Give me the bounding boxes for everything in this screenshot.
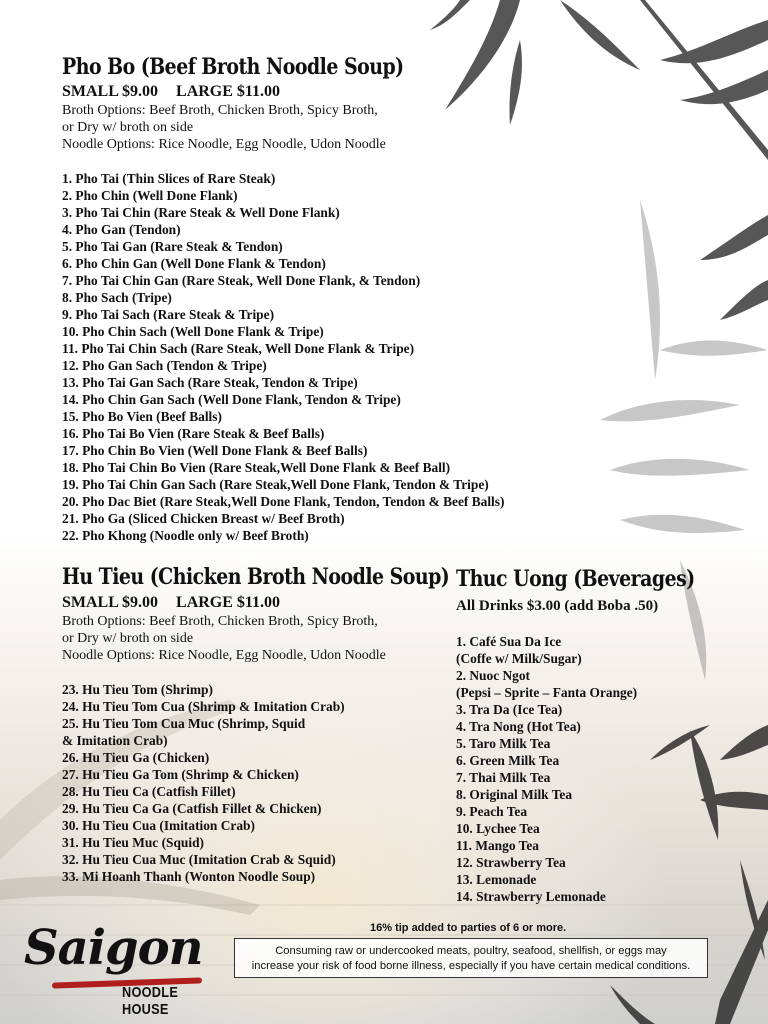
- menu-item: 12. Strawberry Tea: [456, 855, 566, 870]
- menu-item: 3. Pho Tai Chin (Rare Steak & Well Done Flank): [62, 205, 340, 220]
- menu-item: 25. Hu Tieu Tom Cua Muc (Shrimp, Squid: [62, 716, 306, 731]
- hu-tieu-large-price: LARGE $11.00: [176, 594, 281, 611]
- menu-item: 11. Pho Tai Chin Sach (Rare Steak, Well Done Flank & Tripe): [62, 341, 415, 356]
- menu-item: 4. Pho Gan (Tendon): [62, 222, 181, 237]
- pho-bo-noodle-options: Noodle Options: Rice Noodle, Egg Noodle, Udon Noodle: [62, 137, 386, 152]
- menu-item: 1. Café Sua Da Ice: [456, 634, 562, 649]
- logo-subtitle: NOODLE HOUSE: [122, 984, 179, 1018]
- food-safety-line-1: Consuming raw or undercooked meats, poultry, seafood, shellfish, or eggs may: [275, 945, 667, 957]
- menu-item: 11. Mango Tea: [456, 838, 539, 853]
- menu-item: 21. Pho Ga (Sliced Chicken Breast w/ Beef Broth): [62, 511, 345, 526]
- menu-item: 22. Pho Khong (Noodle only w/ Beef Broth): [62, 528, 309, 543]
- logo-script-text: Saigon: [24, 920, 203, 976]
- menu-item: 17. Pho Chin Bo Vien (Well Done Flank & Beef Balls): [62, 443, 368, 458]
- beverages-menu-list: [456, 633, 637, 905]
- menu-item: 29. Hu Tieu Ca Ga (Catfish Fillet & Chicken): [62, 801, 322, 816]
- menu-item: 3. Tra Da (Ice Tea): [456, 702, 563, 717]
- menu-item: 9. Pho Tai Sach (Rare Steak & Tripe): [62, 307, 275, 322]
- menu-item: 23. Hu Tieu Tom (Shrimp): [62, 682, 213, 697]
- menu-item: 14. Strawberry Lemonade: [456, 889, 606, 904]
- pho-bo-broth-options: Broth Options: Beef Broth, Chicken Broth, Spicy Broth,: [62, 103, 378, 118]
- hu-tieu-menu-list: [62, 681, 345, 885]
- menu-item: 31. Hu Tieu Muc (Squid): [62, 835, 205, 850]
- menu-item: 33. Mi Hoanh Thanh (Wonton Noodle Soup): [62, 869, 316, 884]
- pho-bo-menu-list: [62, 170, 504, 544]
- menu-item: 1. Pho Tai (Thin Slices of Rare Steak): [62, 171, 276, 186]
- menu-item: 13. Lemonade: [456, 872, 537, 887]
- menu-item: 6. Green Milk Tea: [456, 753, 560, 768]
- pho-bo-prices: [62, 83, 280, 101]
- menu-item: 9. Peach Tea: [456, 804, 528, 819]
- menu-item: (Coffe w/ Milk/Sugar): [456, 651, 582, 666]
- hu-tieu-broth-options: Broth Options: Beef Broth, Chicken Broth, Spicy Broth,: [62, 614, 378, 629]
- menu-item: 28. Hu Tieu Ca (Catfish Fillet): [62, 784, 236, 799]
- pho-bo-options: [62, 102, 386, 153]
- hu-tieu-options: [62, 613, 386, 664]
- menu-item: 12. Pho Gan Sach (Tendon & Tripe): [62, 358, 267, 373]
- menu-item: 14. Pho Chin Gan Sach (Well Done Flank, Tendon & Tripe): [62, 392, 401, 407]
- menu-item: 15. Pho Bo Vien (Beef Balls): [62, 409, 222, 424]
- menu-item: 2. Nuoc Ngot: [456, 668, 531, 683]
- pho-bo-large-price: LARGE $11.00: [176, 83, 281, 100]
- menu-item: 5. Taro Milk Tea: [456, 736, 551, 751]
- menu-item: 30. Hu Tieu Cua (Imitation Crab): [62, 818, 255, 833]
- menu-item: 7. Thai Milk Tea: [456, 770, 551, 785]
- beverages-price-note: All Drinks $3.00 (add Boba .50): [456, 598, 659, 614]
- menu-item: 24. Hu Tieu Tom Cua (Shrimp & Imitation Crab): [62, 699, 345, 714]
- menu-item: 2. Pho Chin (Well Done Flank): [62, 188, 238, 203]
- menu-item: & Imitation Crab): [62, 733, 168, 748]
- menu-item: (Pepsi – Sprite – Fanta Orange): [456, 685, 638, 700]
- menu-item: 10. Pho Chin Sach (Well Done Flank & Tripe): [62, 324, 324, 339]
- tip-note: 16% tip added to parties of 6 or more.: [370, 922, 567, 934]
- pho-bo-small-price: SMALL $9.00: [62, 83, 159, 100]
- food-safety-line-2: increase your risk of food borne illness, especially if you have certain medical conditions.: [251, 960, 691, 972]
- menu-item: 6. Pho Chin Gan (Well Done Flank & Tendon): [62, 256, 326, 271]
- hu-tieu-broth-options-cont: or Dry w/ broth on side: [62, 631, 194, 646]
- restaurant-logo: [24, 920, 234, 1018]
- menu-item: 4. Tra Nong (Hot Tea): [456, 719, 581, 734]
- pho-bo-broth-options-cont: or Dry w/ broth on side: [62, 120, 194, 135]
- menu-item: 32. Hu Tieu Cua Muc (Imitation Crab & Squid): [62, 852, 336, 867]
- hu-tieu-noodle-options: Noodle Options: Rice Noodle, Egg Noodle, Udon Noodle: [62, 648, 386, 663]
- menu-item: 19. Pho Tai Chin Gan Sach (Rare Steak,Well Done Flank, Tendon & Tripe): [62, 477, 489, 492]
- menu-item: 8. Original Milk Tea: [456, 787, 573, 802]
- menu-item: 27. Hu Tieu Ga Tom (Shrimp & Chicken): [62, 767, 299, 782]
- menu-item: 20. Pho Dac Biet (Rare Steak,Well Done Flank, Tendon, Tendon & Beef Balls): [62, 494, 505, 509]
- hu-tieu-title: Hu Tieu (Chicken Broth Noodle Soup): [62, 564, 450, 590]
- menu-item: 5. Pho Tai Gan (Rare Steak & Tendon): [62, 239, 283, 254]
- beverages-title: Thuc Uong (Beverages): [456, 566, 695, 592]
- menu-item: 16. Pho Tai Bo Vien (Rare Steak & Beef Balls): [62, 426, 325, 441]
- hu-tieu-prices: [62, 594, 280, 612]
- hu-tieu-small-price: SMALL $9.00: [62, 594, 159, 611]
- food-safety-notice: [234, 938, 708, 978]
- menu-item: 7. Pho Tai Chin Gan (Rare Steak, Well Done Flank, & Tendon): [62, 273, 421, 288]
- pho-bo-title: Pho Bo (Beef Broth Noodle Soup): [62, 54, 404, 80]
- menu-item: 18. Pho Tai Chin Bo Vien (Rare Steak,Well Done Flank & Beef Ball): [62, 460, 451, 475]
- menu-item: 13. Pho Tai Gan Sach (Rare Steak, Tendon & Tripe): [62, 375, 358, 390]
- menu-item: 10. Lychee Tea: [456, 821, 540, 836]
- menu-item: 8. Pho Sach (Tripe): [62, 290, 172, 305]
- menu-item: 26. Hu Tieu Ga (Chicken): [62, 750, 210, 765]
